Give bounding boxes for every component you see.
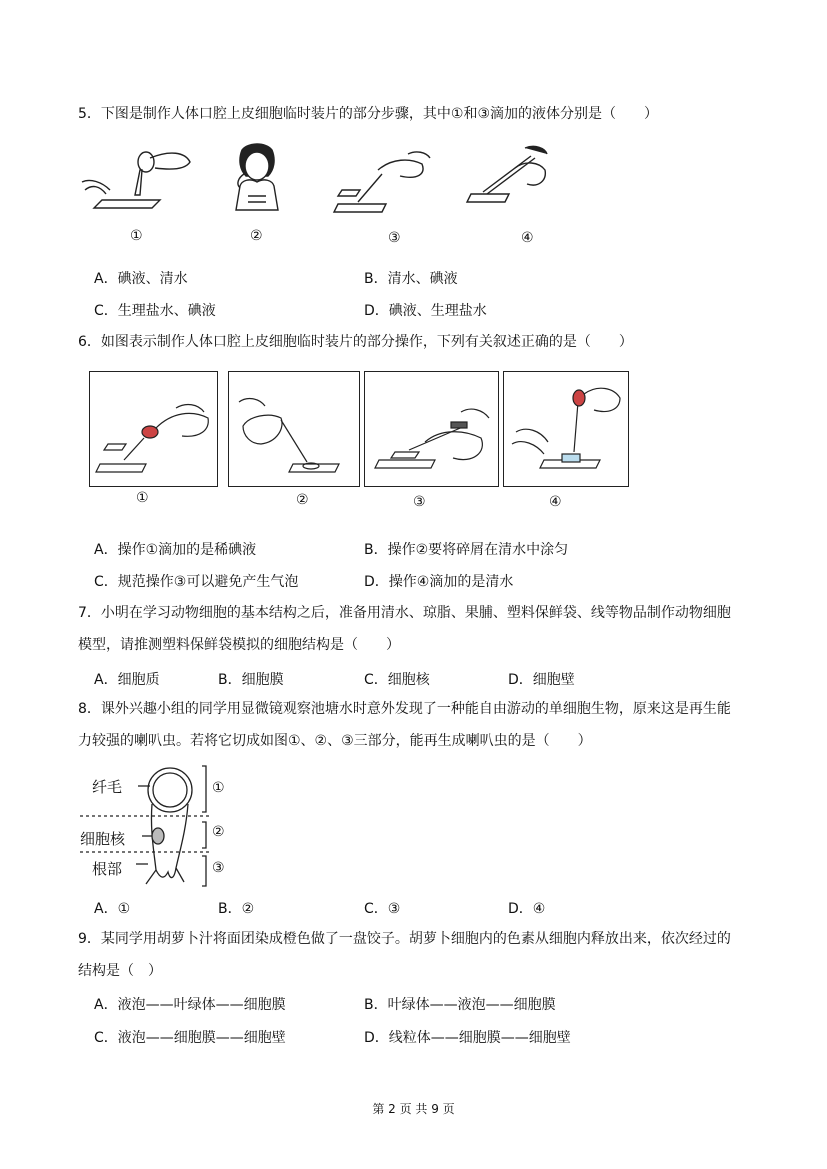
q7-option-d[interactable]: D．细胞壁 — [508, 672, 575, 688]
q9-option-a[interactable]: A．液泡——叶绿体——细胞膜 — [94, 997, 286, 1013]
q8-option-c[interactable]: C．③ — [364, 901, 401, 917]
q6-fig-label-2: ② — [296, 492, 309, 508]
q9-stem-line1: 9．某同学用胡萝卜汁将面团染成橙色做了一盘饺子。胡萝卜细胞内的色素从细胞内释放出来，依次经过的 — [78, 931, 731, 947]
q6-figure-1 — [89, 371, 218, 487]
q9-option-d[interactable]: D．线粒体——细胞膜——细胞壁 — [364, 1030, 571, 1046]
q8-label-root: 根部 — [92, 860, 123, 878]
q8-option-d[interactable]: D．④ — [508, 901, 546, 917]
q9-stem-line2: 结构是（ ） — [78, 963, 162, 979]
q6-option-b[interactable]: B．操作②要将碎屑在清水中涂匀 — [364, 542, 569, 558]
q9-option-b[interactable]: B．叶绿体——液泡——细胞膜 — [364, 997, 556, 1013]
q6-figure-2 — [228, 371, 360, 487]
q6-stem: 6．如图表示制作人体口腔上皮细胞临时装片的部分操作，下列有关叙述正确的是（ ） — [78, 334, 633, 350]
q6-option-a[interactable]: A．操作①滴加的是稀碘液 — [94, 542, 257, 558]
q8-option-a[interactable]: A．① — [94, 901, 131, 917]
q7-option-c[interactable]: C．细胞核 — [364, 672, 430, 688]
q5-figure — [80, 140, 570, 220]
q7-option-b[interactable]: B．细胞膜 — [218, 672, 284, 688]
q5-option-c[interactable]: C．生理盐水、碘液 — [94, 303, 216, 319]
page-footer: 第 2 页 共 9 页 — [372, 1102, 455, 1116]
q5-fig-label-1: ① — [130, 228, 143, 244]
q8-label-cilia: 纤毛 — [92, 778, 123, 796]
q8-part-1: ① — [212, 780, 225, 796]
q5-fig-label-2: ② — [250, 228, 263, 244]
q6-fig-label-3: ③ — [413, 494, 426, 510]
q9-option-c[interactable]: C．液泡——细胞膜——细胞壁 — [94, 1030, 286, 1046]
q5-option-d[interactable]: D．碘液、生理盐水 — [364, 303, 487, 319]
q6-fig-label-4: ④ — [549, 494, 562, 510]
q6-option-d[interactable]: D．操作④滴加的是清水 — [364, 574, 514, 590]
q5-fig-label-4: ④ — [521, 230, 534, 246]
q8-part-3: ③ — [212, 860, 225, 876]
q7-stem-line1: 7．小明在学习动物细胞的基本结构之后，准备用清水、琼脂、果脯、塑料保鲜袋、线等物品制作动物细胞 — [78, 605, 731, 621]
q6-figure-4 — [503, 371, 629, 487]
q5-stem: 5．下图是制作人体口腔上皮细胞临时装片的部分步骤，其中①和③滴加的液体分别是（ ） — [78, 106, 659, 122]
q8-option-b[interactable]: B．② — [218, 901, 255, 917]
q5-fig-label-3: ③ — [388, 230, 401, 246]
q7-option-a[interactable]: A．细胞质 — [94, 672, 160, 688]
q5-option-b[interactable]: B．清水、碘液 — [364, 271, 458, 287]
q8-stem-line1: 8．课外兴趣小组的同学用显微镜观察池塘水时意外发现了一种能自由游动的单细胞生物，原来这是再生能 — [78, 701, 731, 717]
q6-fig-label-1: ① — [136, 490, 149, 506]
q8-stem-line2: 力较强的喇叭虫。若将它切成如图①、②、③三部分，能再生成喇叭虫的是（ ） — [78, 733, 592, 749]
q8-label-nucleus: 细胞核 — [80, 830, 126, 848]
q5-option-a[interactable]: A．碘液、清水 — [94, 271, 188, 287]
q6-figure-3 — [364, 371, 499, 487]
q8-part-2: ② — [212, 824, 225, 840]
q6-option-c[interactable]: C．规范操作③可以避免产生气泡 — [94, 574, 299, 590]
q7-stem-line2: 模型，请推测塑料保鲜袋模拟的细胞结构是（ ） — [78, 637, 400, 653]
